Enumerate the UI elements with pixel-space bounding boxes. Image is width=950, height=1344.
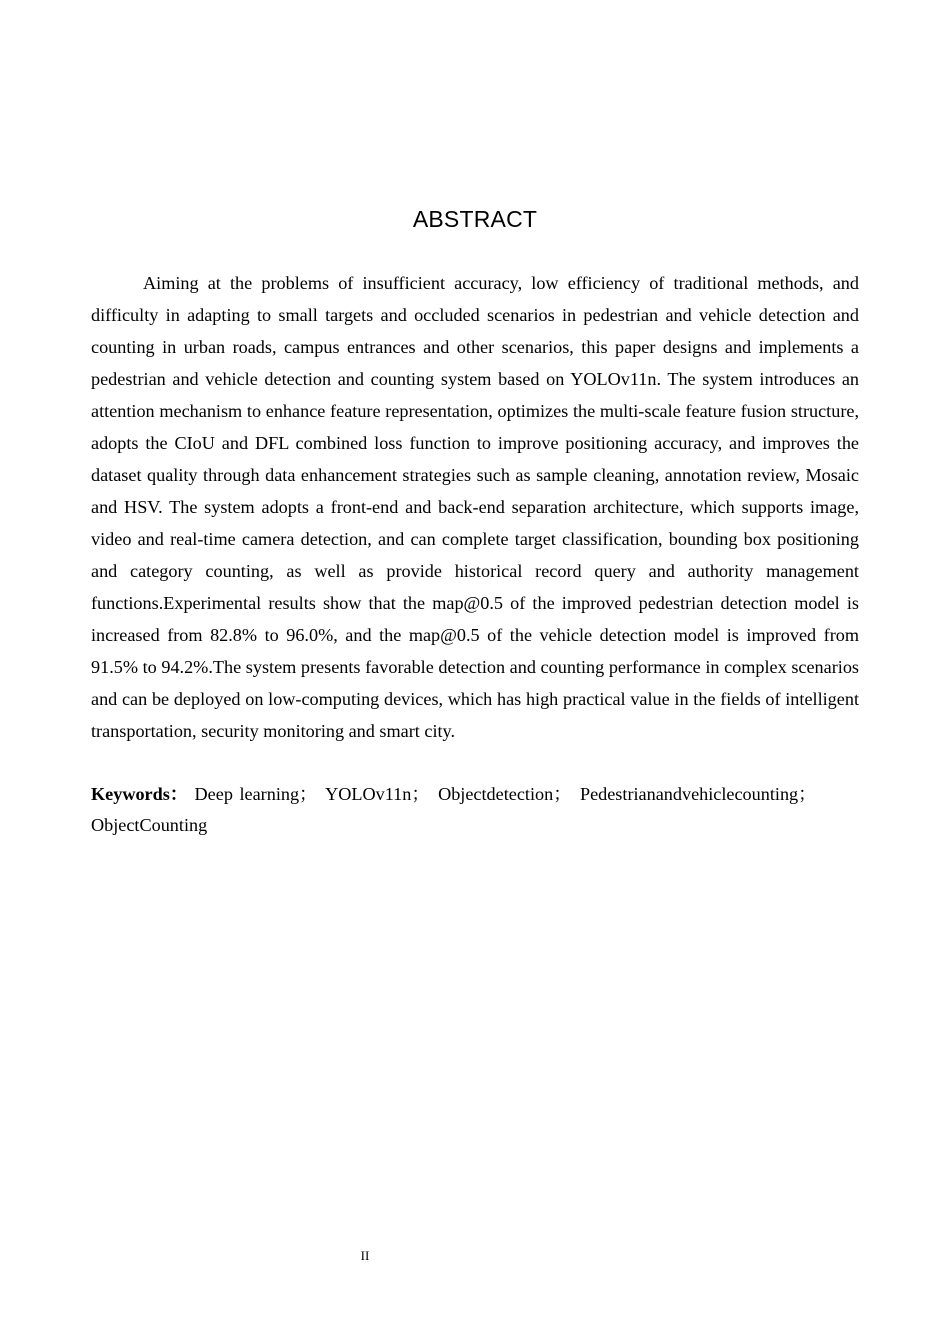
keywords-label: Keywords： bbox=[91, 784, 188, 804]
keyword-item: Deep learning； bbox=[194, 784, 318, 804]
keyword-item: YOLOv11n； bbox=[325, 784, 430, 804]
keyword-item: Pedestrianandvehiclecounting； bbox=[579, 784, 817, 804]
abstract-title: ABSTRACT bbox=[412, 206, 538, 232]
abstract-paragraph: Aiming at the problems of insufficient accuracy, low efficiency of traditional methods, and difficulty in adapting to small targets and occluded scenarios in pedestrian and vehicle detection and counting in urban roads, campus entrances and other scenarios, this paper designs and implements a pedestrian and vehicle detection and counting system based on YOLOv11n. The system introduces an attention mechanism to enhance feature representation, optimizes the multi-scale feature fusion structure, adopts the CIoU and DFL combined loss function to improve positioning accuracy, and improves the dataset quality through data enhancement strategies such as sample cleaning, annotation review, Mosaic and HSV. The system adopts a front-end and back-end separation architecture, which supports image, video and real-time camera detection, and can complete target classification, bounding box positioning and category counting, as well as provide historical record query and authority management functions.Experimental results show that the map@0.5 of the improved pedestrian detection model is increased from 82.8% to 96.0%, and the map@0.5 of the vehicle detection model is improved from 91.5% to 94.2%.The system presents favorable detection and counting performance in complex scenarios and can be deployed on low-computing devices, which has high practical value in the fields of intelligent transportation, security monitoring and smart city. bbox=[91, 273, 859, 741]
keywords-line bbox=[91, 779, 859, 841]
keyword-item: ObjectCounting bbox=[91, 815, 208, 835]
page-number: II bbox=[360, 1248, 370, 1263]
keyword-item: Objectdetection； bbox=[438, 784, 572, 804]
